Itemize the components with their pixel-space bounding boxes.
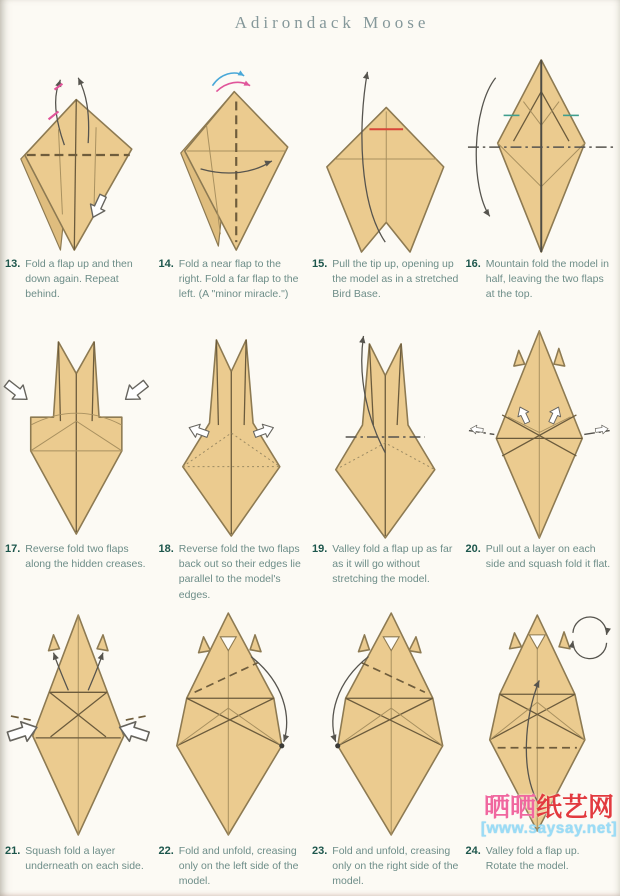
step-instruction: Fold a flap up and then down again. Repeat behind. — [25, 258, 133, 301]
step-22-cell — [157, 604, 311, 896]
step-instruction: Reverse fold two flaps along the hidden creases. — [25, 543, 146, 571]
step-number: 14. — [158, 258, 174, 270]
step-14-diagram — [157, 55, 311, 255]
step-number: 23. — [312, 845, 328, 857]
step-16-diagram — [464, 55, 618, 255]
step-21-diagram — [3, 604, 157, 842]
step-21-cell — [3, 604, 157, 896]
watermark-site-name — [478, 794, 620, 821]
step-16-cell — [464, 55, 618, 325]
step-number: 24. — [465, 845, 481, 857]
step-15-caption — [310, 255, 464, 325]
step-17-caption — [3, 540, 157, 604]
step-number: 22. — [158, 845, 174, 857]
step-instruction: Valley fold a flap up. Rotate the model. — [485, 845, 580, 873]
step-instruction: Pull out a layer on each side and squash fold it flat. — [485, 543, 611, 571]
step-number: 13. — [5, 258, 21, 270]
step-instruction: Fold a near flap to the right. Fold a far flap to the left. (A "minor miracle.") — [178, 258, 299, 301]
step-14-caption — [157, 255, 311, 325]
page-title: Adirondack Moose — [234, 13, 430, 32]
watermark-cn-script: 纸艺网 — [536, 792, 615, 822]
step-20-cell — [464, 325, 618, 604]
step-23-cell — [310, 604, 464, 896]
step-number: 20. — [465, 543, 481, 555]
rotate-icon — [568, 617, 610, 659]
step-19-cell — [310, 325, 464, 604]
row-3 — [0, 604, 620, 896]
step-number: 18. — [158, 543, 174, 555]
step-17-diagram — [3, 325, 157, 540]
step-instruction: Reverse fold the two flaps back out so their edges lie parallel to the model's edges. — [178, 543, 301, 601]
step-18-cell — [157, 325, 311, 604]
step-24-caption — [464, 842, 618, 896]
step-18-caption — [157, 540, 311, 604]
row-2 — [0, 325, 620, 604]
step-instruction: Fold and unfold, creasing only on the right side of the model. — [332, 845, 459, 888]
step-23-caption — [310, 842, 464, 896]
step-21-caption — [3, 842, 157, 896]
step-20-diagram — [464, 325, 618, 540]
row-1 — [0, 55, 620, 325]
step-13-diagram — [3, 55, 157, 255]
step-instruction: Mountain fold the model in half, leaving the two flaps at the top. — [485, 258, 609, 301]
step-13-caption — [3, 255, 157, 325]
step-20-caption — [464, 540, 618, 604]
step-16-caption — [464, 255, 618, 325]
step-number: 16. — [465, 258, 481, 270]
step-22-diagram — [157, 604, 311, 842]
step-17-cell — [3, 325, 157, 604]
step-number: 15. — [312, 258, 328, 270]
step-22-caption — [157, 842, 311, 896]
step-18-diagram — [157, 325, 311, 540]
step-14-cell — [157, 55, 311, 325]
watermark — [478, 794, 620, 838]
step-number: 21. — [5, 845, 21, 857]
step-instruction: Valley fold a flap up as far as it will go without stretching the model. — [332, 543, 453, 586]
step-15-diagram — [310, 55, 464, 255]
step-19-caption — [310, 540, 464, 604]
step-24-cell — [464, 604, 618, 896]
step-19-diagram — [310, 325, 464, 540]
step-instruction: Fold and unfold, creasing only on the left side of the model. — [178, 845, 299, 888]
page-header — [0, 0, 620, 55]
step-15-cell — [310, 55, 464, 325]
step-number: 17. — [5, 543, 21, 555]
step-instruction: Squash fold a layer underneath on each side. — [25, 845, 144, 873]
step-13-cell — [3, 55, 157, 325]
watermark-cn-bubble: 晒晒 — [483, 792, 536, 822]
step-instruction: Pull the tip up, opening up the model as in a stretched Bird Base. — [332, 258, 459, 301]
watermark-url: [www.saysay.net] — [480, 820, 618, 838]
step-number: 19. — [312, 543, 328, 555]
step-23-diagram — [310, 604, 464, 842]
